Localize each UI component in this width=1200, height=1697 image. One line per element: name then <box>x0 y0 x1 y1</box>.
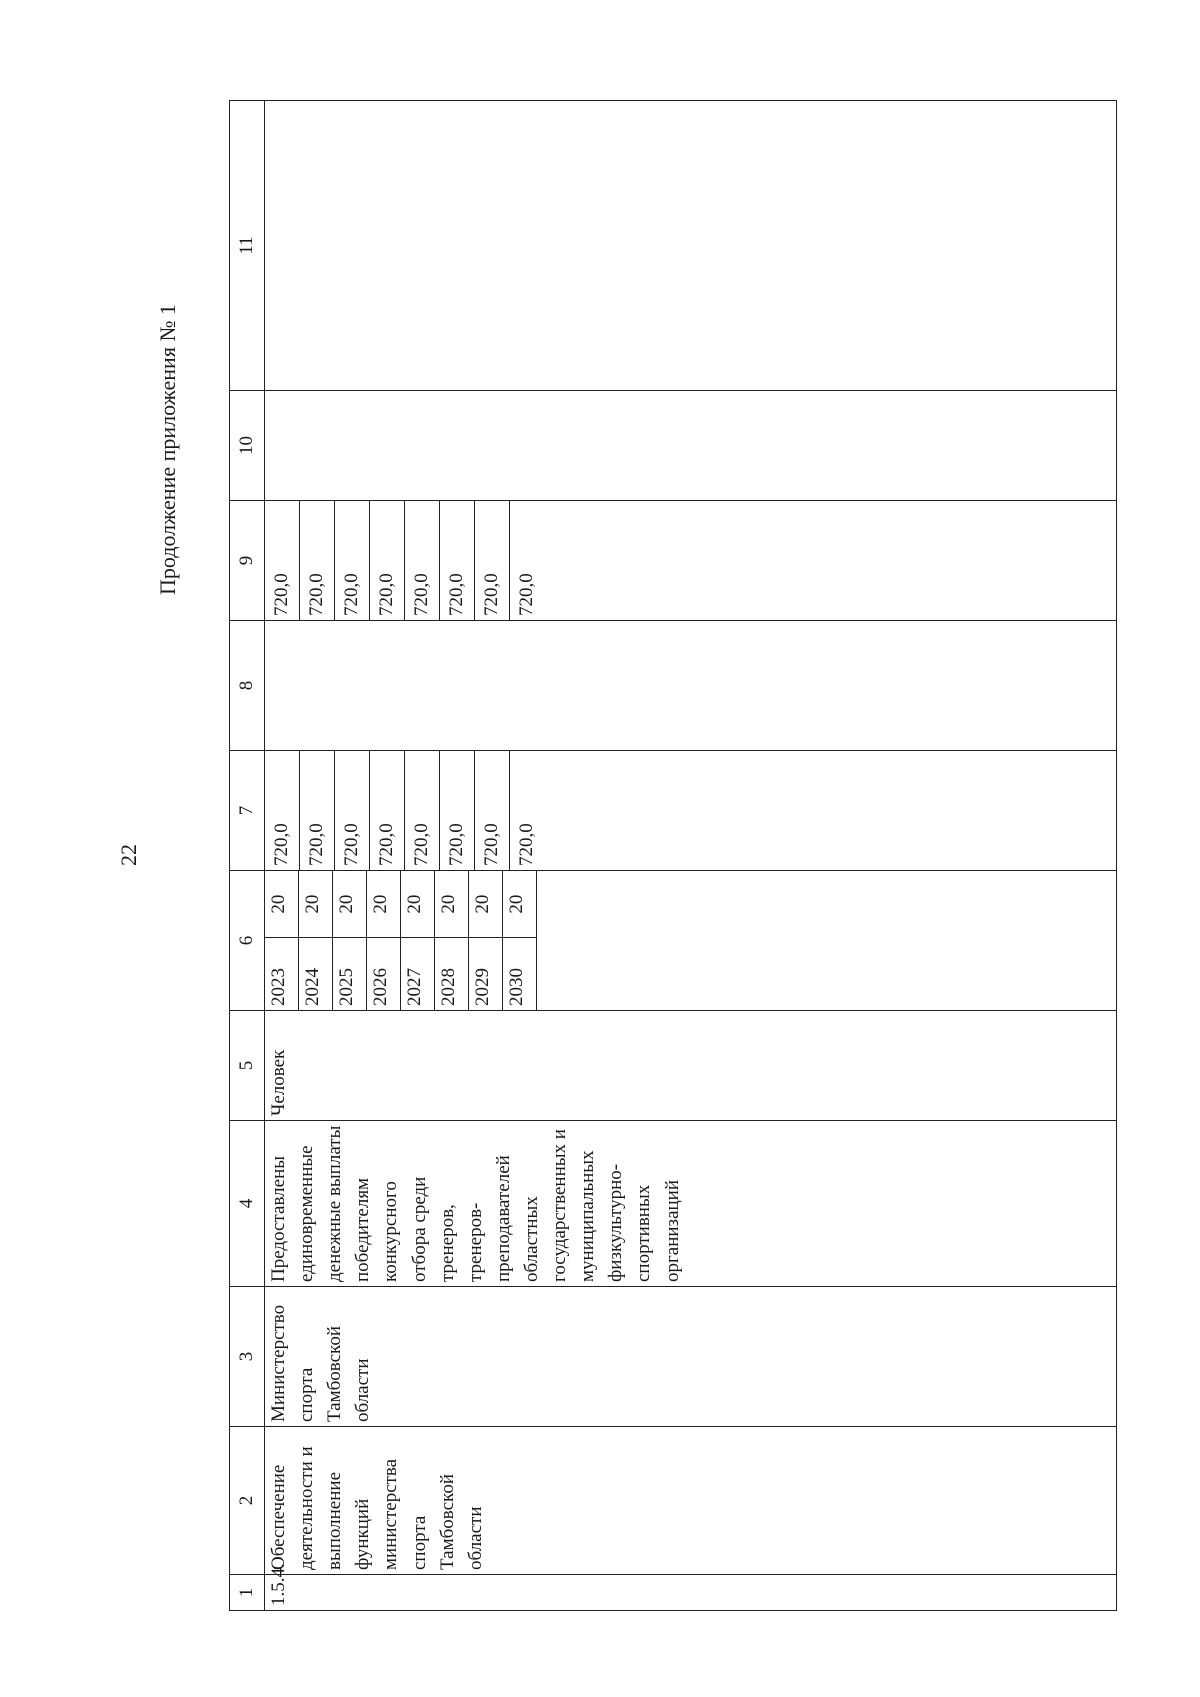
col9-value: 720,0 <box>265 501 300 620</box>
col7-value: 720,0 <box>405 751 440 870</box>
col9-value: 720,0 <box>300 501 335 620</box>
continuation-title: Продолжение приложения № 1 <box>155 304 180 595</box>
table-row <box>265 101 1117 1611</box>
header-cell: 8 <box>230 621 265 751</box>
header-cell: 1 <box>230 1575 265 1611</box>
year-cell: 2028 <box>435 938 469 1010</box>
year-row <box>333 871 367 1010</box>
value-cell: 20 <box>401 871 435 938</box>
year-row <box>401 871 435 1010</box>
col9-cell <box>265 501 1117 621</box>
year-cell: 2026 <box>367 938 401 1010</box>
col9-value: 720,0 <box>475 501 510 620</box>
col9-value: 720,0 <box>440 501 475 620</box>
year-cell: 2030 <box>503 938 537 1010</box>
year-row <box>435 871 469 1010</box>
value-cell: 20 <box>435 871 469 938</box>
value-cell: 20 <box>265 871 299 938</box>
header-cell: 3 <box>230 1287 265 1427</box>
activity-name: Обеспечение деятельности и выполнение функций министерства спорта Тамбовской области <box>265 1427 1117 1575</box>
years-values-table <box>265 871 537 1010</box>
year-row <box>469 871 503 1010</box>
col7-values <box>265 751 544 870</box>
header-cell: 4 <box>230 1121 265 1287</box>
col7-value: 720,0 <box>265 751 300 870</box>
col7-cell <box>265 751 1117 871</box>
result-text: Предоставлены единовременные денежные выплаты победителям конкурсного отбора среди тренеров, тренеров-преподавателей областных государственных и муниципальных физкультурно-спортивных организаций <box>265 1121 1117 1287</box>
value-cell: 20 <box>503 871 537 938</box>
row-number: 1.5.4. <box>265 1575 1117 1611</box>
header-cell: 9 <box>230 501 265 621</box>
year-cell: 2027 <box>401 938 435 1010</box>
col8-cell <box>265 621 1117 751</box>
value-cell: 20 <box>299 871 333 938</box>
value-cell: 20 <box>469 871 503 938</box>
executor: Министерство спорта Тамбовской области <box>265 1287 1117 1427</box>
header-cell: 11 <box>230 101 265 391</box>
header-cell: 2 <box>230 1427 265 1575</box>
col9-values <box>265 501 544 620</box>
col7-value: 720,0 <box>440 751 475 870</box>
header-row <box>230 101 265 1611</box>
year-cell: 2029 <box>469 938 503 1010</box>
table-container <box>229 101 1117 1611</box>
col10-cell <box>265 391 1117 501</box>
col9-value: 720,0 <box>335 501 370 620</box>
value-cell: 20 <box>367 871 401 938</box>
year-row <box>265 871 299 1010</box>
header-cell: 7 <box>230 751 265 871</box>
year-row <box>299 871 333 1010</box>
year-row <box>367 871 401 1010</box>
col7-value: 720,0 <box>335 751 370 870</box>
header-cell: 10 <box>230 391 265 501</box>
program-table <box>229 100 1117 1611</box>
col9-value: 720,0 <box>405 501 440 620</box>
col9-value: 720,0 <box>516 573 537 616</box>
value-cell: 20 <box>333 871 367 938</box>
unit: Человек <box>265 1011 1117 1121</box>
year-cell: 2025 <box>333 938 367 1010</box>
year-cell: 2024 <box>299 938 333 1010</box>
header-cell: 6 <box>230 871 265 1011</box>
year-row <box>503 871 537 1010</box>
page-number: 22 <box>116 844 141 866</box>
col7-value: 720,0 <box>300 751 335 870</box>
col7-value: 720,0 <box>475 751 510 870</box>
header-cell: 5 <box>230 1011 265 1121</box>
col7-value: 720,0 <box>370 751 405 870</box>
col7-value: 720,0 <box>516 823 537 866</box>
years-values-cell <box>265 871 1117 1011</box>
year-cell: 2023 <box>265 938 299 1010</box>
col11-cell <box>265 101 1117 391</box>
col9-value: 720,0 <box>370 501 405 620</box>
